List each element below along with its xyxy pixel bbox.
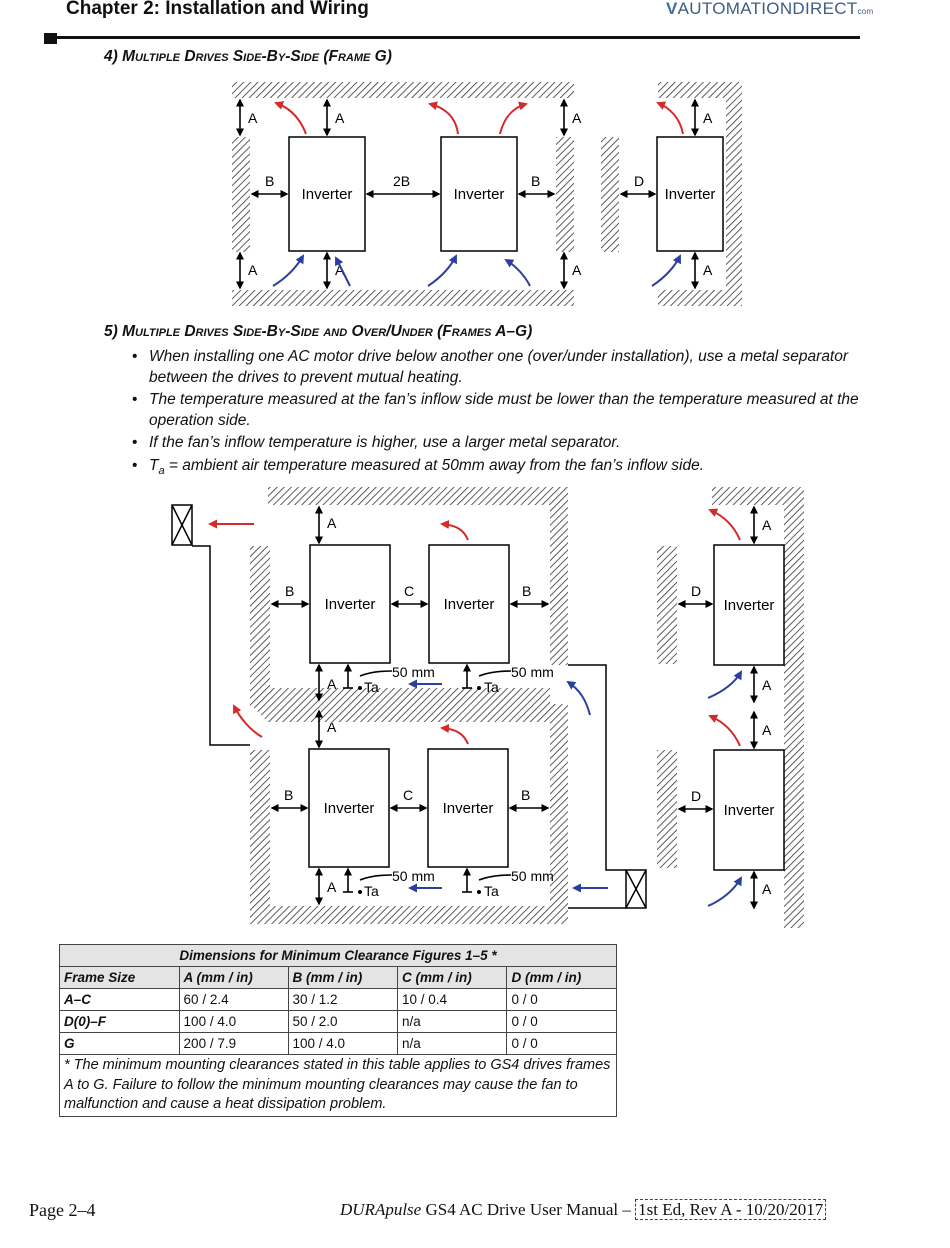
wall-right-upper-left xyxy=(657,546,677,664)
table-cell: n/a xyxy=(397,1011,506,1033)
ta-subscript: a xyxy=(158,464,165,477)
svg-text:Ta: Ta xyxy=(484,679,499,695)
table-cell: 200 / 7.9 xyxy=(179,1033,288,1055)
table-cell: A–C xyxy=(60,989,180,1011)
svg-text:50 mm: 50 mm xyxy=(511,868,554,884)
svg-text:D: D xyxy=(634,173,645,189)
svg-text:A: A xyxy=(703,110,713,126)
wall-right xyxy=(556,137,574,252)
svg-text:Inverter: Inverter xyxy=(442,800,494,817)
footer-brand: DURApulse xyxy=(340,1200,422,1219)
column-header: C (mm / in) xyxy=(397,967,506,989)
bullet-item xyxy=(132,456,862,482)
svg-text:Inverter: Inverter xyxy=(723,597,775,614)
section-4-heading: 4) Multiple Drives Side-By-Side (Frame G) xyxy=(104,48,392,65)
table-cell: 100 / 4.0 xyxy=(288,1033,397,1055)
wall-upper-enclosure xyxy=(250,487,568,665)
table-cell: 30 / 1.2 xyxy=(288,989,397,1011)
svg-text:B: B xyxy=(285,583,295,599)
wall-left-single xyxy=(601,137,619,252)
wall-right-lower-left xyxy=(657,750,677,868)
bullet-list xyxy=(132,347,862,483)
svg-text:A: A xyxy=(248,110,258,126)
svg-text:A: A xyxy=(762,722,772,738)
footer-page-number: Page 2–4 xyxy=(29,1200,96,1220)
footer-edition: 1st Ed, Rev A - 10/20/2017 xyxy=(635,1199,826,1220)
footer-manual-title xyxy=(340,1200,826,1220)
svg-text:A: A xyxy=(327,676,337,692)
table-cell: 10 / 0.4 xyxy=(397,989,506,1011)
svg-text:B: B xyxy=(522,583,532,599)
svg-text:B: B xyxy=(284,787,294,803)
svg-text:A: A xyxy=(327,719,337,735)
svg-text:A: A xyxy=(762,677,772,693)
column-header: B (mm / in) xyxy=(288,967,397,989)
ta-definition: = ambient air temperature measured at 50mm away from the fan’s inflow side. xyxy=(164,456,705,474)
svg-text:B: B xyxy=(521,787,531,803)
svg-text:Ta: Ta xyxy=(364,679,379,695)
svg-text:A: A xyxy=(762,517,772,533)
table-row xyxy=(60,1011,617,1033)
inverter-label: Inverter xyxy=(664,186,716,203)
table-cell: 60 / 2.4 xyxy=(179,989,288,1011)
svg-text:A: A xyxy=(327,515,337,531)
svg-text:A: A xyxy=(327,879,337,895)
wall-lower-left xyxy=(250,750,270,924)
column-header: D (mm / in) xyxy=(507,967,617,989)
svg-text:B: B xyxy=(265,173,275,189)
table-cell: 100 / 4.0 xyxy=(179,1011,288,1033)
figure-4-diagram xyxy=(232,82,742,306)
svg-text:A: A xyxy=(335,110,345,126)
inverter-label: Inverter xyxy=(453,186,505,203)
table-caption: Dimensions for Minimum Clearance Figures 1–5 * xyxy=(60,945,617,967)
wall-bottom xyxy=(232,290,574,306)
svg-text:C: C xyxy=(403,787,414,803)
section-5-heading: 5) Multiple Drives Side-By-Side and Over/Under (Frames A–G) xyxy=(104,323,533,340)
svg-text:A: A xyxy=(762,881,772,897)
brand-logo-text: AUTOMATIONDIRECT xyxy=(677,0,858,18)
svg-text:A: A xyxy=(572,110,582,126)
table-cell: n/a xyxy=(397,1033,506,1055)
svg-text:Ta: Ta xyxy=(364,883,379,899)
chapter-title: Chapter 2: Installation and Wiring xyxy=(66,0,369,19)
svg-text:A: A xyxy=(703,262,713,278)
table-cell: 0 / 0 xyxy=(507,1033,617,1055)
table-cell: 0 / 0 xyxy=(507,989,617,1011)
table-cell: D(0)–F xyxy=(60,1011,180,1033)
brand-logo-suffix: com xyxy=(857,7,874,16)
inverter-label: Inverter xyxy=(301,186,353,203)
bullet-item: • If the fan’s inflow temperature is higher, use a larger metal separator. xyxy=(132,433,862,454)
wall-left xyxy=(232,137,250,252)
svg-text:A: A xyxy=(248,262,258,278)
svg-text:50 mm: 50 mm xyxy=(392,868,435,884)
svg-text:A: A xyxy=(335,262,345,278)
table-row xyxy=(60,989,617,1011)
svg-text:Inverter: Inverter xyxy=(443,596,495,613)
svg-text:A: A xyxy=(572,262,582,278)
svg-text:D: D xyxy=(691,583,702,599)
figure-5-diagram xyxy=(172,487,804,928)
table-cell: G xyxy=(60,1033,180,1055)
svg-text:2B: 2B xyxy=(393,173,411,189)
svg-text:D: D xyxy=(691,788,702,804)
table-cell: 50 / 2.0 xyxy=(288,1011,397,1033)
brand-logo-mark: V xyxy=(666,0,678,18)
ta-symbol: T xyxy=(149,456,159,474)
svg-text:Inverter: Inverter xyxy=(323,800,375,817)
column-header: Frame Size xyxy=(60,967,180,989)
footer-title-text: GS4 AC Drive User Manual – xyxy=(421,1200,636,1219)
svg-text:Ta: Ta xyxy=(484,883,499,899)
table-cell: 0 / 0 xyxy=(507,1011,617,1033)
svg-text:50 mm: 50 mm xyxy=(511,664,554,680)
table-note: * The minimum mounting clearances stated in this table applies to GS4 drives frames A to G. Failure to follow the minimum mounting clearances may cause the fan to malfunction and cause a heat dissipation problem. xyxy=(60,1055,617,1117)
wall-top xyxy=(232,82,574,98)
bullet-item: • The temperature measured at the fan’s inflow side must be lower than the temperature measured at the operation side. xyxy=(132,390,862,431)
svg-text:Inverter: Inverter xyxy=(723,802,775,819)
separator-plate xyxy=(250,688,550,706)
wall-upper-left xyxy=(250,546,270,706)
svg-text:B: B xyxy=(531,173,541,189)
svg-text:C: C xyxy=(404,583,415,599)
clearance-table xyxy=(59,944,617,1117)
bullet-item: • When installing one AC motor drive below another one (over/under installation), use a metal separator between the drives to prevent mutual heating. xyxy=(132,347,862,388)
svg-text:Inverter: Inverter xyxy=(324,596,376,613)
table-row xyxy=(60,1033,617,1055)
svg-text:50 mm: 50 mm xyxy=(392,664,435,680)
wall-lower-enclosure xyxy=(250,704,568,924)
column-header: A (mm / in) xyxy=(179,967,288,989)
